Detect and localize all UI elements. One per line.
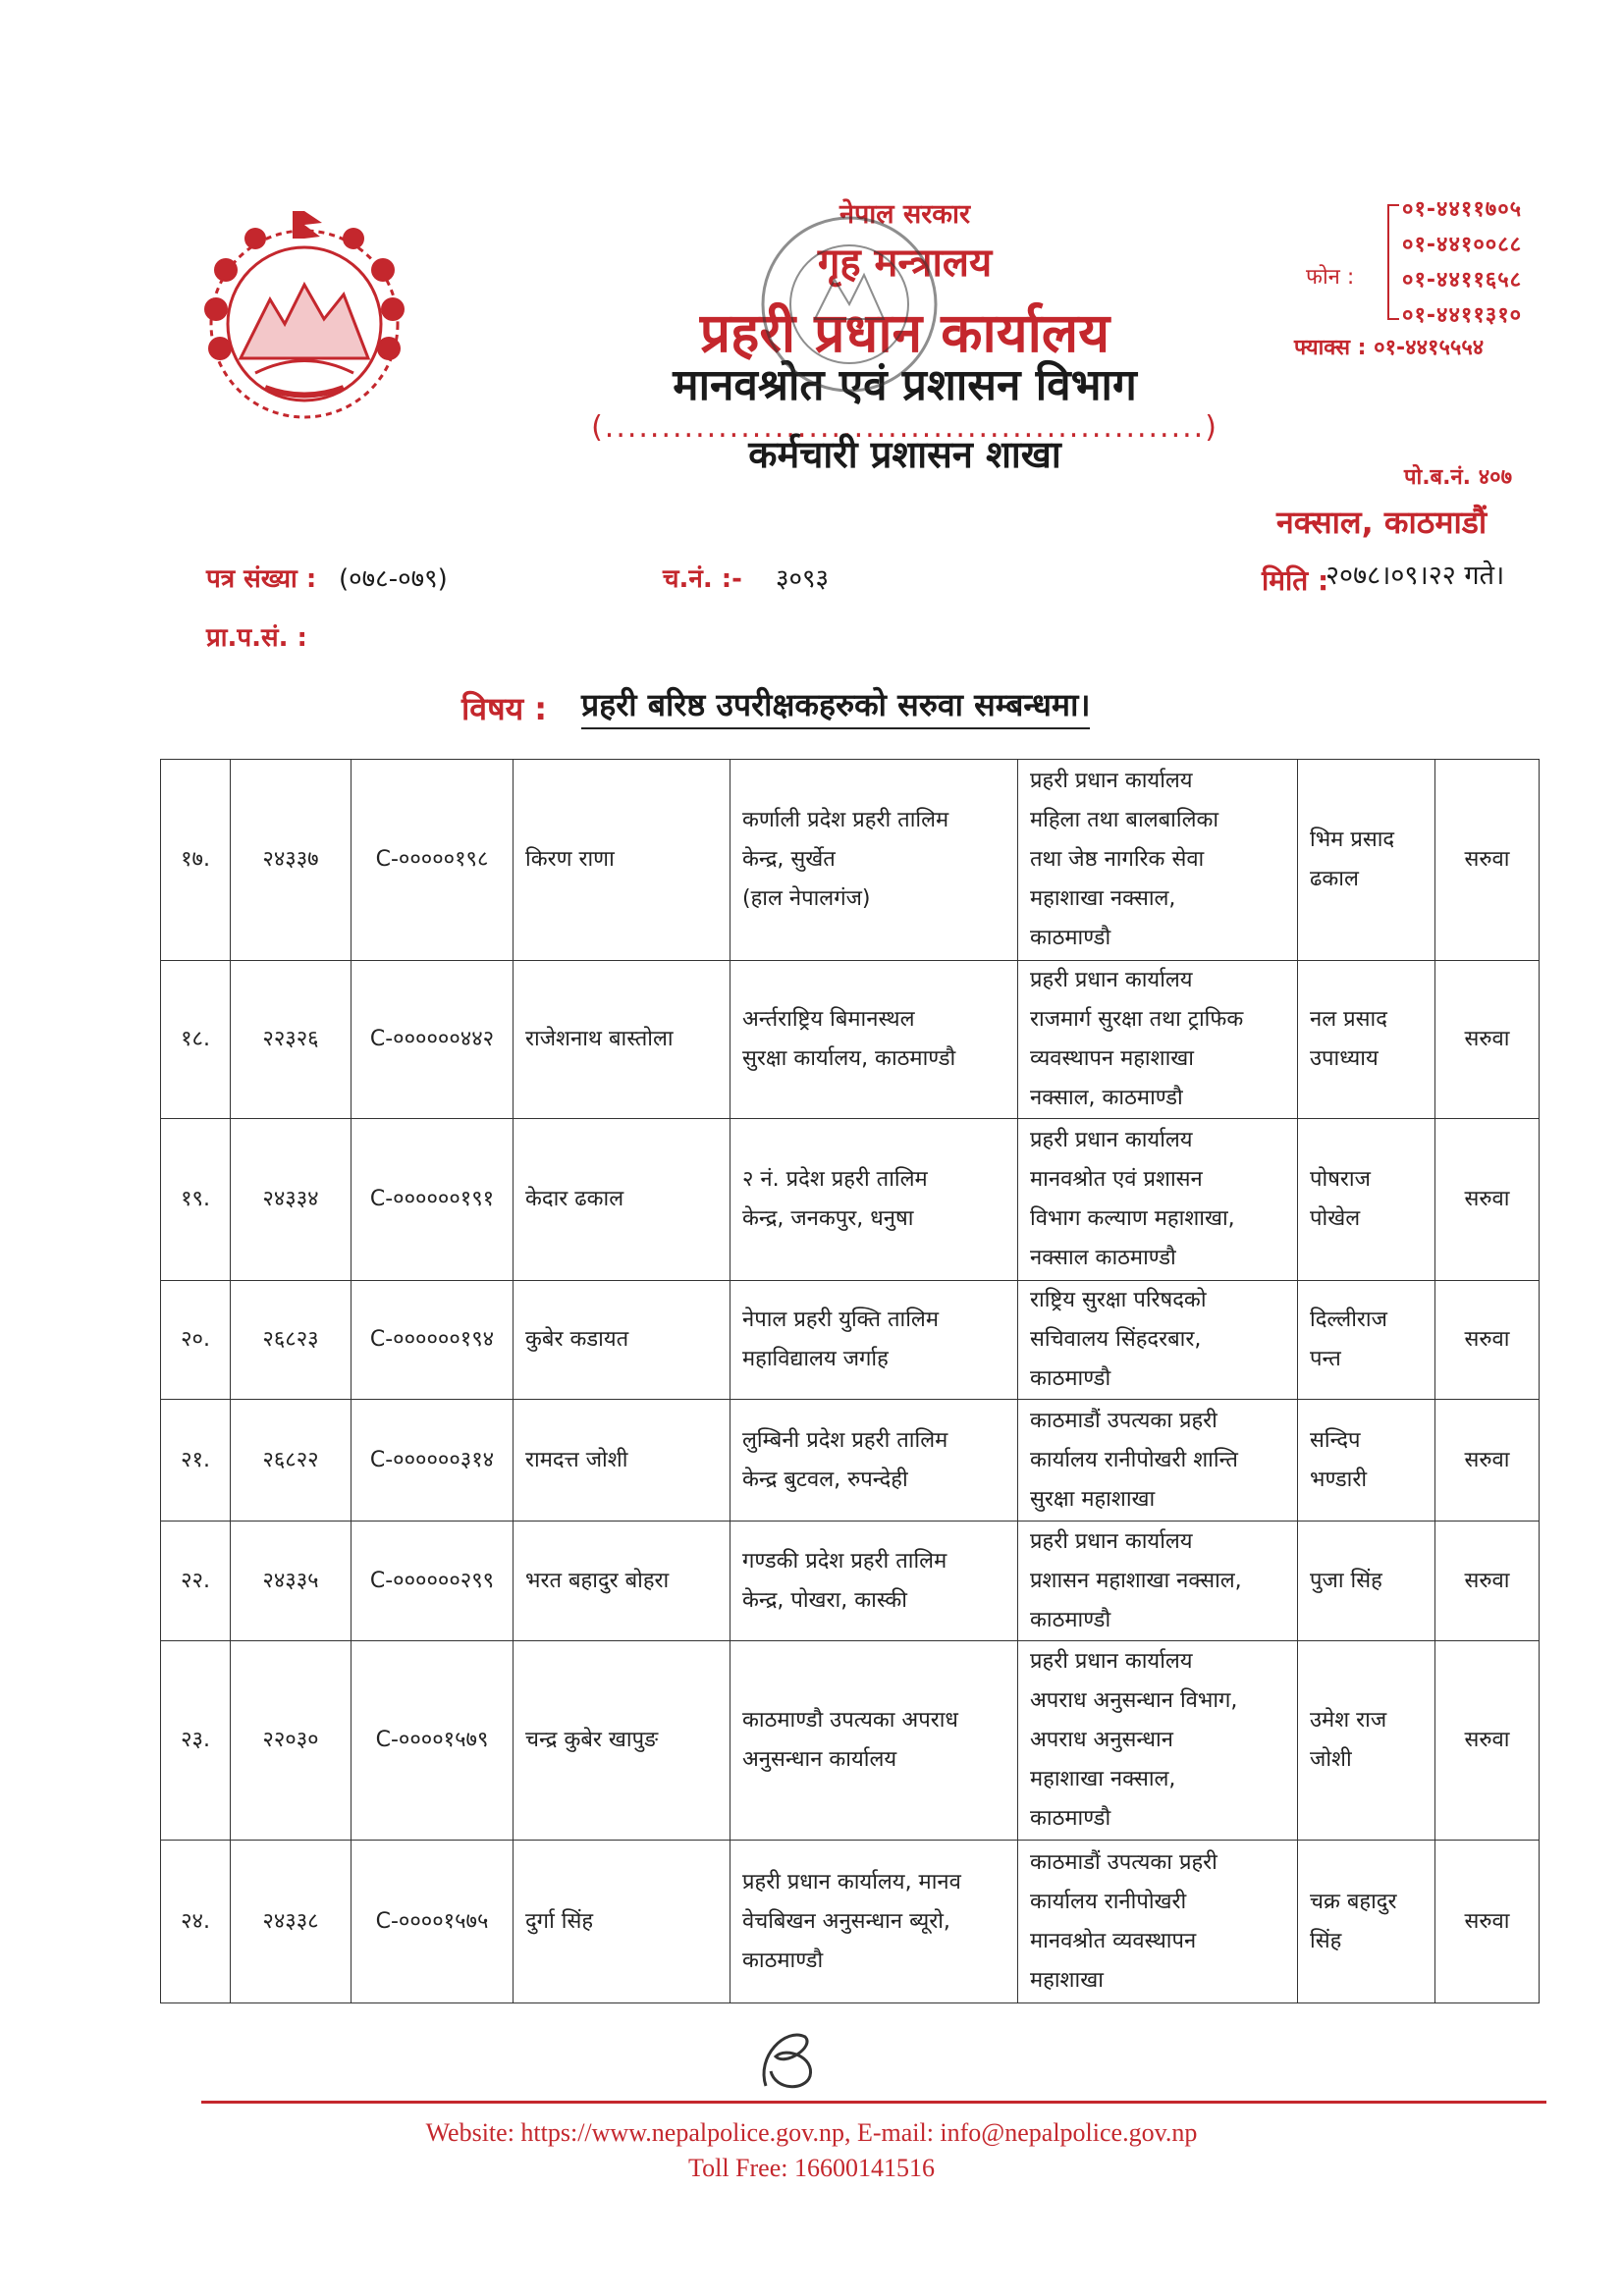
row-replacement-line: नल प्रसाद	[1310, 1007, 1387, 1032]
row-to-office-line: नक्साल काठमाण्डौ	[1030, 1246, 1176, 1270]
row-serial: १७.	[161, 760, 231, 961]
row-id: २६८२२	[231, 1400, 352, 1522]
row-remark: सरुवा	[1435, 1641, 1540, 1841]
row-id: २६८२३	[231, 1281, 352, 1400]
row-to-office-line: महाशाखा नक्साल,	[1030, 1767, 1176, 1791]
table-row	[161, 961, 1540, 1119]
row-to-office	[1018, 1841, 1298, 2003]
row-name: चन्द्र कुबेर खापुङ	[514, 1641, 730, 1841]
phone-bracket	[1387, 204, 1399, 320]
row-remark: सरुवा	[1435, 1400, 1540, 1522]
row-replacement	[1298, 961, 1435, 1119]
row-from-office-line: (हाल नेपालगंज)	[742, 886, 871, 911]
government-name: नेपाल सरकार	[839, 199, 971, 230]
row-remark: सरुवा	[1435, 760, 1540, 961]
footer-rule	[201, 2101, 1546, 2104]
row-serial: २४.	[161, 1841, 231, 2003]
row-from-office	[730, 961, 1018, 1119]
chalani-label: च.नं. :-	[663, 564, 742, 594]
phone-list	[1402, 192, 1522, 334]
phone-label: फोन :	[1306, 265, 1355, 290]
row-to-office	[1018, 1281, 1298, 1400]
department-name: मानवश्रोत एवं प्रशासन विभाग	[673, 360, 1137, 410]
fax-number: फ्याक्स : ०१-४४१५५५४	[1294, 336, 1485, 360]
row-id: २४३३७	[231, 760, 352, 961]
row-id: २२०३०	[231, 1641, 352, 1841]
row-from-office-line: केन्द्र, पोखरा, कास्की	[742, 1587, 907, 1613]
row-to-office-line: नक्साल, काठमाण्डौ	[1030, 1086, 1183, 1110]
row-to-office-line: महाशाखा	[1030, 1967, 1104, 1993]
row-name: भरत बहादुर बोहरा	[514, 1522, 730, 1641]
table-row	[161, 1522, 1540, 1641]
row-from-office-line: वेचबिखन अनुसन्धान ब्यूरो,	[742, 1908, 950, 1934]
row-from-office-line: काठमाण्डौ	[742, 1948, 824, 1973]
row-to-office-line: काठमाडौं उपत्यका प्रहरी	[1030, 1408, 1217, 1433]
row-from-office	[730, 1841, 1018, 2003]
row-name: रामदत्त जोशी	[514, 1400, 730, 1522]
row-to-office	[1018, 1119, 1298, 1281]
row-replacement-line: पोषराज	[1310, 1167, 1371, 1192]
row-replacement-line: सन्दिप	[1310, 1427, 1361, 1453]
row-replacement	[1298, 1400, 1435, 1522]
row-to-office-line: व्यवस्थापन महाशाखा	[1030, 1046, 1194, 1071]
row-replacement	[1298, 760, 1435, 961]
row-name: दुर्गा सिंह	[514, 1841, 730, 2003]
row-from-office	[730, 1400, 1018, 1522]
row-to-office-line: प्रशासन महाशाखा नक्साल,	[1030, 1568, 1242, 1593]
row-code: C-०००००१९८	[352, 760, 514, 961]
row-from-office-line: कर्णाली प्रदेश प्रहरी तालिम	[742, 808, 949, 832]
row-code: C-००००००२९९	[352, 1522, 514, 1641]
row-remark: सरुवा	[1435, 1119, 1540, 1281]
row-replacement	[1298, 1281, 1435, 1400]
row-from-office	[730, 1522, 1018, 1641]
po-box: पो.ब.नं. ४०७	[1404, 465, 1513, 490]
row-to-office-line: कार्यालय रानीपोखरी शान्ति	[1030, 1447, 1238, 1472]
row-id: २२३२६	[231, 961, 352, 1119]
row-serial: १९.	[161, 1119, 231, 1281]
row-replacement-line: पोखेल	[1310, 1206, 1361, 1231]
row-to-office-line: राजमार्ग सुरक्षा तथा ट्राफिक	[1030, 1007, 1244, 1032]
row-to-office-line: तथा जेष्ठ नागरिक सेवा	[1030, 847, 1205, 872]
row-replacement	[1298, 1841, 1435, 2003]
row-remark: सरुवा	[1435, 1281, 1540, 1400]
date-label: मिति :	[1262, 564, 1329, 597]
patra-sankhya-label: पत्र संख्या :	[206, 564, 317, 594]
row-from-office-line: अनुसन्धान कार्यालय	[742, 1747, 897, 1772]
row-replacement-line: दिल्लीराज	[1310, 1308, 1387, 1332]
row-from-office-line: प्रहरी प्रधान कार्यालय, मानव	[742, 1869, 961, 1895]
row-to-office	[1018, 1400, 1298, 1522]
row-to-office	[1018, 1641, 1298, 1841]
phone-number: ०१-४४११७०५	[1402, 197, 1523, 222]
row-to-office-line: अपराध अनुसन्धान विभाग,	[1030, 1688, 1238, 1713]
row-serial: २२.	[161, 1522, 231, 1641]
phone-number: ०१-४४११६५८	[1402, 268, 1523, 293]
row-to-office-line: महिला तथा बालबालिका	[1030, 808, 1219, 832]
row-replacement-line: चक्र बहादुर	[1310, 1889, 1397, 1914]
phone-number: ०१-४४१००८८	[1402, 233, 1523, 257]
row-to-office-line: अपराध अनुसन्धान	[1030, 1728, 1173, 1752]
subject-text: प्रहरी बरिष्ठ उपरीक्षकहरुको सरुवा सम्बन्धमा।	[581, 683, 1090, 729]
table-row	[161, 760, 1540, 961]
subject-label: विषय :	[461, 690, 548, 727]
row-to-office-line: प्रहरी प्रधान कार्यालय	[1030, 769, 1193, 793]
footer-contact: Website: https://www.nepalpolice.gov.np, E-mail: info@nepalpolice.gov.np	[425, 2118, 1198, 2147]
table-row	[161, 1400, 1540, 1522]
row-replacement-line: जोशी	[1310, 1747, 1352, 1772]
row-to-office-line: विभाग कल्याण महाशाखा,	[1030, 1206, 1235, 1231]
branch-placeholder: (.....................................................)	[591, 410, 1218, 445]
row-replacement-line: पुजा सिंह	[1310, 1568, 1382, 1593]
row-from-office-line: गण्डकी प्रदेश प्रहरी तालिम	[742, 1548, 947, 1574]
row-to-office-line: काठमाण्डौ	[1030, 926, 1111, 950]
row-from-office-line: केन्द्र, जनकपुर, धनुषा	[742, 1206, 914, 1231]
transfer-table	[160, 759, 1540, 2003]
row-remark: सरुवा	[1435, 1841, 1540, 2003]
signature-icon	[746, 2017, 835, 2096]
row-from-office	[730, 760, 1018, 961]
row-from-office-line: सुरक्षा कार्यालय, काठमाण्डौ	[742, 1046, 956, 1071]
row-to-office	[1018, 961, 1298, 1119]
phone-number: ०१-४४११३१०	[1402, 303, 1523, 328]
row-code: C-००००००१९१	[352, 1119, 514, 1281]
date-value: २०७८।०९।२२ गते।	[1325, 561, 1505, 591]
row-from-office-line: केन्द्र बुटवल, रुपन्देही	[742, 1467, 908, 1492]
row-to-office-line: काठमाण्डौ	[1030, 1607, 1111, 1632]
row-serial: २०.	[161, 1281, 231, 1400]
row-from-office	[730, 1281, 1018, 1400]
row-to-office	[1018, 1522, 1298, 1641]
ministry-name: गृह मन्त्रालय	[817, 240, 993, 286]
row-code: C-००००१५७९	[352, 1641, 514, 1841]
official-stamp-icon	[756, 211, 943, 398]
row-remark: सरुवा	[1435, 961, 1540, 1119]
row-remark: सरुवा	[1435, 1522, 1540, 1641]
row-serial: २३.	[161, 1641, 231, 1841]
table-row	[161, 1119, 1540, 1281]
row-serial: २१.	[161, 1400, 231, 1522]
row-name: राजेशनाथ बास्तोला	[514, 961, 730, 1119]
row-to-office-line: सुरक्षा महाशाखा	[1030, 1486, 1156, 1512]
office-address: नक्साल, काठमाडौं	[1276, 504, 1488, 541]
row-to-office-line: सचिवालय सिंहदरबार,	[1030, 1327, 1202, 1352]
row-id: २४३३८	[231, 1841, 352, 2003]
row-code: C-००००००३१४	[352, 1400, 514, 1522]
row-code: C-००००००४४२	[352, 961, 514, 1119]
row-to-office-line: प्रहरी प्रधान कार्यालय	[1030, 1128, 1193, 1152]
office-name: प्रहरी प्रधान कार्यालय	[699, 301, 1110, 364]
row-to-office-line: राष्ट्रिय सुरक्षा परिषदको	[1030, 1288, 1207, 1312]
row-from-office-line: २ नं. प्रदेश प्रहरी तालिम	[742, 1167, 928, 1192]
row-replacement-line: उमेश राज	[1310, 1708, 1387, 1733]
patra-sankhya-value: (०७८-०७९)	[339, 564, 448, 594]
row-replacement	[1298, 1641, 1435, 1841]
row-replacement-line: सिंह	[1310, 1928, 1342, 1953]
row-name: केदार ढकाल	[514, 1119, 730, 1281]
row-replacement-line: पन्त	[1310, 1347, 1341, 1371]
prapa-label: प्रा.प.सं. :	[206, 623, 307, 653]
row-serial: १८.	[161, 961, 231, 1119]
row-from-office-line: काठमाण्डौ उपत्यका अपराध	[742, 1708, 958, 1733]
row-replacement-line: ढकाल	[1310, 867, 1359, 891]
branch-name: कर्मचारी प्रशासन शाखा	[748, 433, 1061, 476]
table-row	[161, 1841, 1540, 2003]
row-to-office-line: प्रहरी प्रधान कार्यालय	[1030, 1649, 1193, 1674]
row-to-office-line: कार्यालय रानीपोखरी	[1030, 1889, 1187, 1914]
row-to-office-line: महाशाखा नक्साल,	[1030, 886, 1176, 911]
row-to-office-line: काठमाण्डौ	[1030, 1806, 1111, 1831]
row-from-office-line: केन्द्र, सुर्खेत	[742, 847, 836, 872]
row-from-office	[730, 1641, 1018, 1841]
row-to-office-line: काठमाडौं उपत्यका प्रहरी	[1030, 1849, 1217, 1875]
row-from-office	[730, 1119, 1018, 1281]
row-replacement-line: उपाध्याय	[1310, 1046, 1379, 1071]
row-id: २४३३४	[231, 1119, 352, 1281]
row-from-office-line: अर्न्तराष्ट्रिय बिमानस्थल	[742, 1007, 915, 1032]
row-replacement-line: भण्डारी	[1310, 1467, 1368, 1492]
table-row	[161, 1281, 1540, 1400]
row-to-office-line: प्रहरी प्रधान कार्यालय	[1030, 968, 1193, 992]
row-to-office-line: काठमाण्डौ	[1030, 1366, 1111, 1391]
row-to-office-line: प्रहरी प्रधान कार्यालय	[1030, 1528, 1193, 1554]
row-name: कुबेर कडायत	[514, 1281, 730, 1400]
row-replacement-line: भिम प्रसाद	[1310, 828, 1395, 852]
row-from-office-line: नेपाल प्रहरी युक्ति तालिम	[742, 1308, 939, 1332]
row-replacement	[1298, 1522, 1435, 1641]
row-from-office-line: महाविद्यालय जर्गाह	[742, 1347, 889, 1371]
row-replacement	[1298, 1119, 1435, 1281]
chalani-value: ३०९३	[776, 564, 830, 594]
row-to-office	[1018, 760, 1298, 961]
row-id: २४३३५	[231, 1522, 352, 1641]
row-code: C-००००१५७५	[352, 1841, 514, 2003]
row-code: C-००००००१९४	[352, 1281, 514, 1400]
row-to-office-line: मानवश्रोत एवं प्रशासन	[1030, 1167, 1203, 1192]
row-from-office-line: लुम्बिनी प्रदेश प्रहरी तालिम	[742, 1427, 948, 1453]
row-to-office-line: मानवश्रोत व्यवस्थापन	[1030, 1928, 1197, 1953]
row-name: किरण राणा	[514, 760, 730, 961]
table-row	[161, 1641, 1540, 1841]
footer-tollfree: Toll Free: 16600141516	[688, 2154, 935, 2182]
